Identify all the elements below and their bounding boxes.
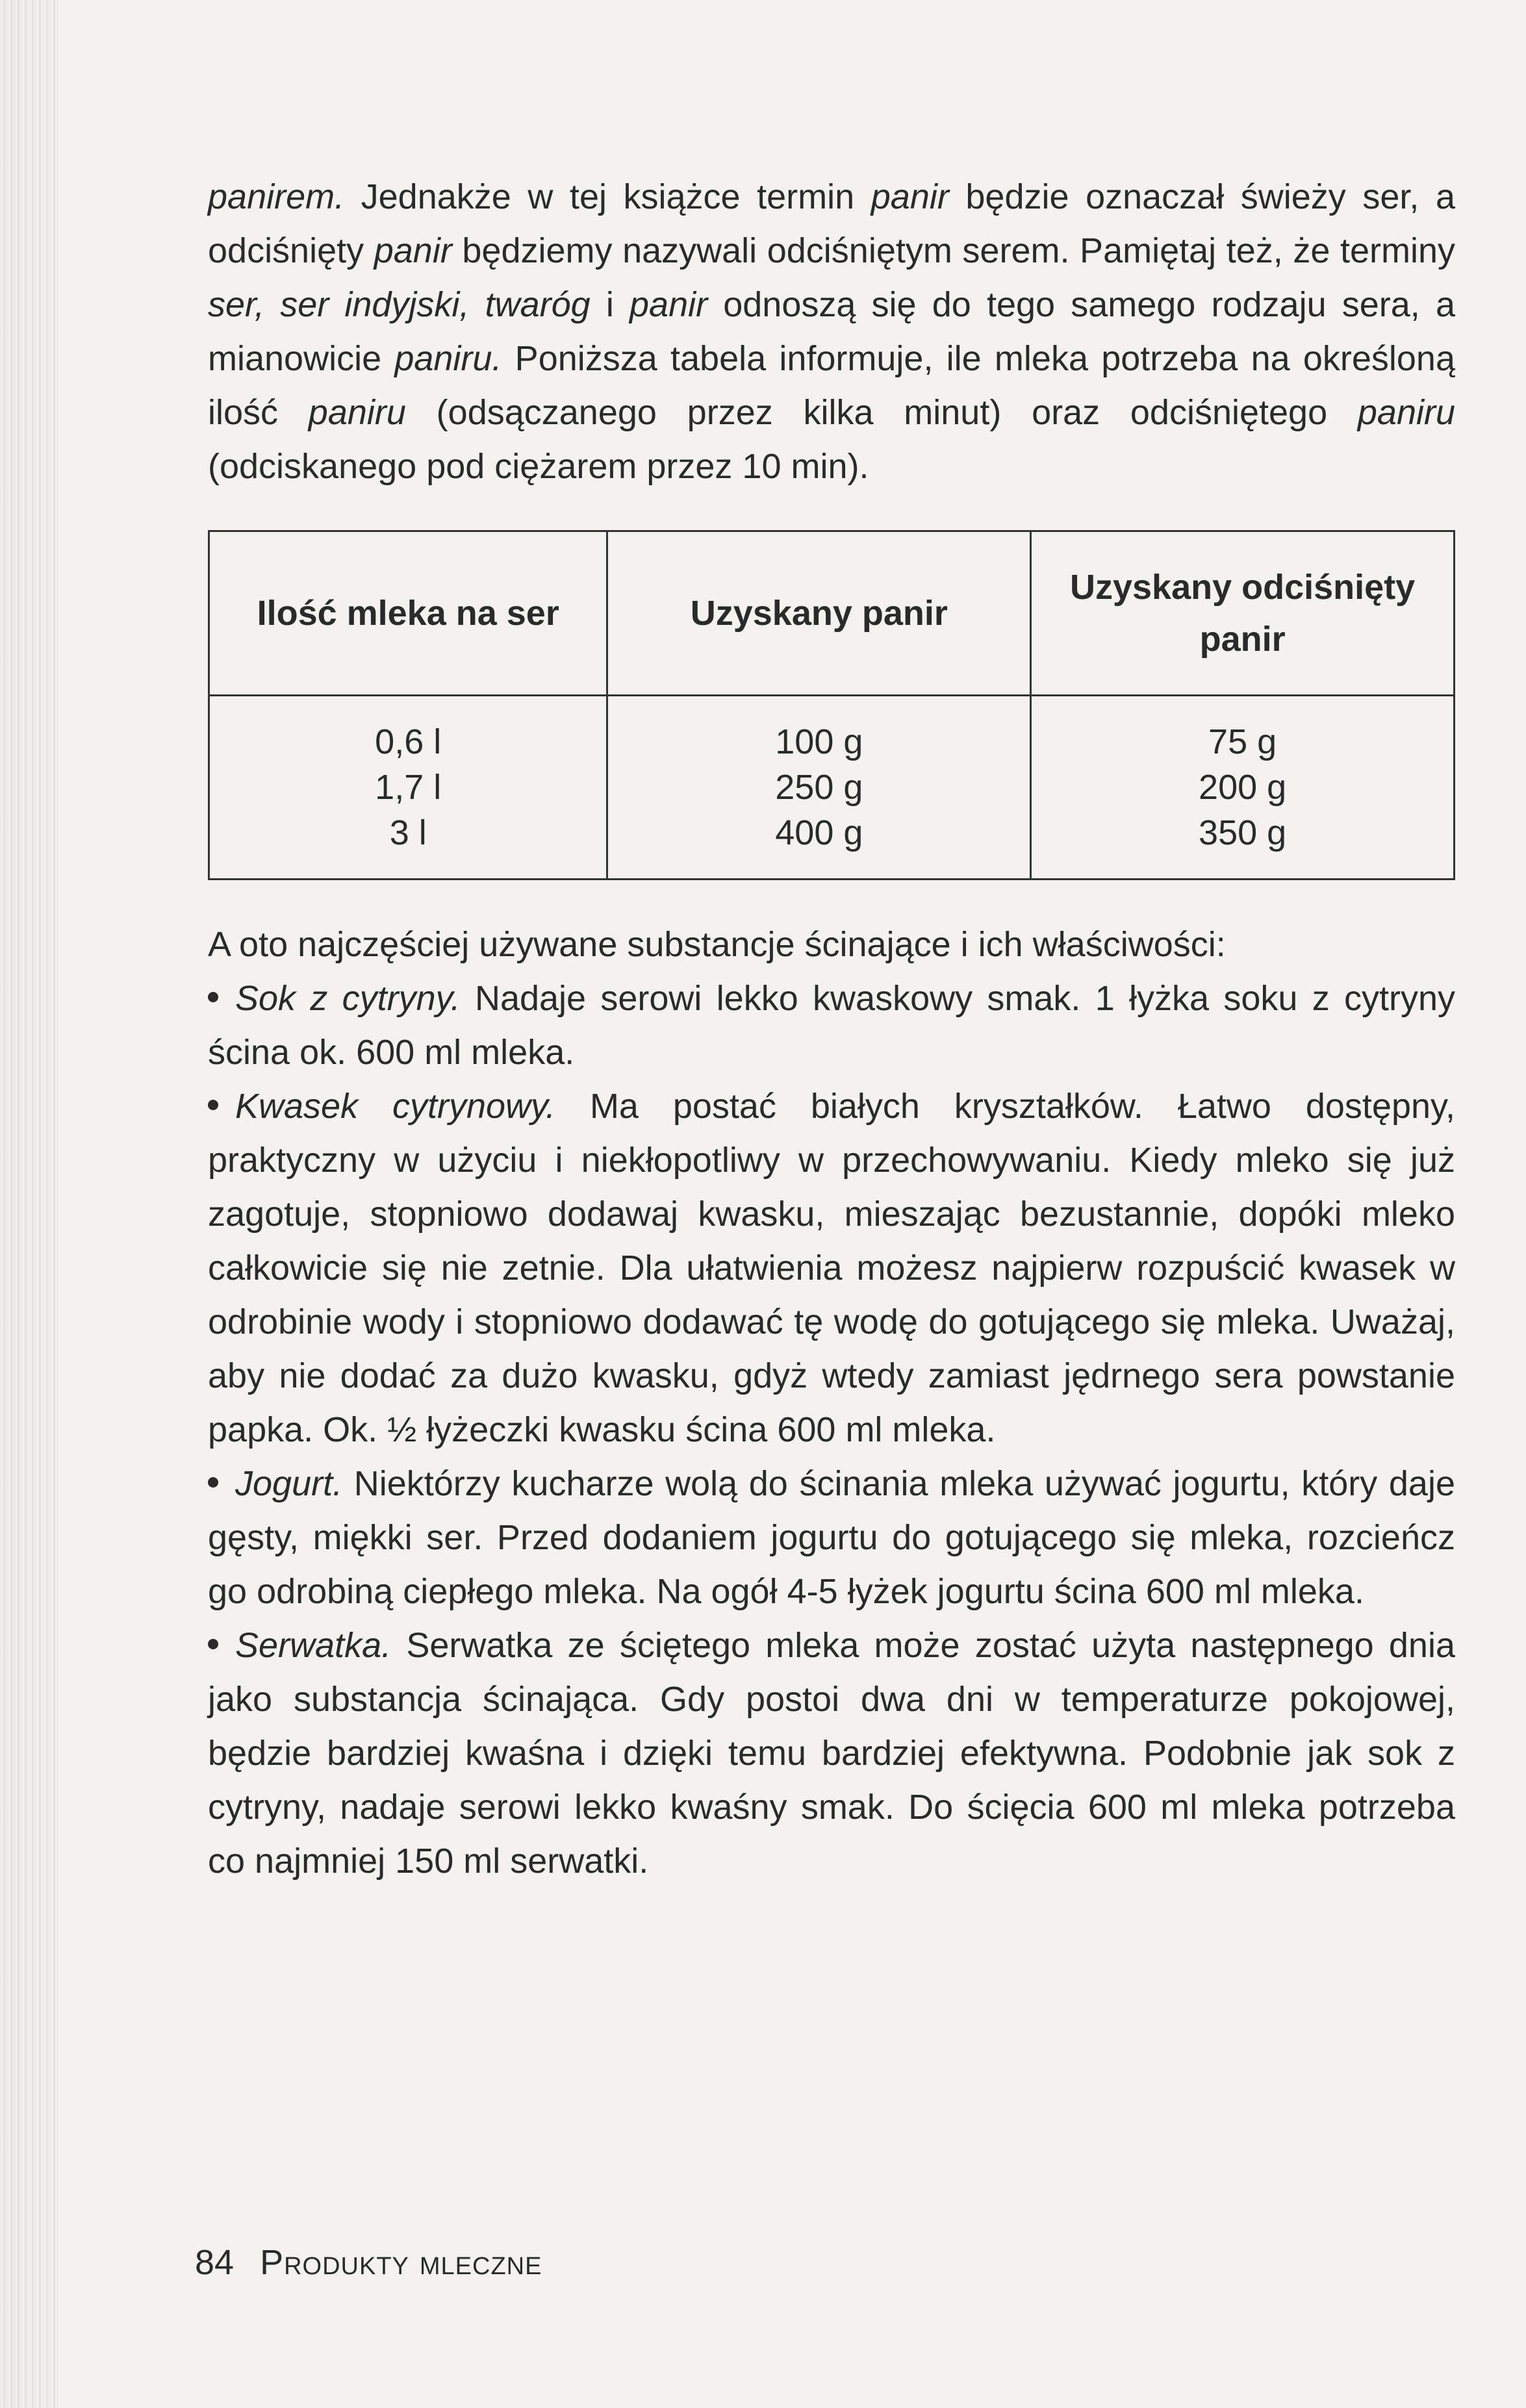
intro-t1: panirem.	[208, 177, 345, 216]
intro-t13: paniru	[308, 393, 406, 432]
bullet-icon	[208, 1639, 218, 1649]
bullet-icon	[208, 1100, 218, 1110]
list-item	[208, 1080, 1455, 1457]
table-row	[209, 696, 1455, 880]
panir-value: 100 g	[775, 722, 863, 761]
item-text: Serwatka ze ściętego mleka może zostać użyta następnego dnia jako substancja ścinająca. Gdy postoi dwa dni w temperaturze pokojowej, będzie bardziej kwaśna i dzięki temu bardziej efektywna. Podobnie jak sok z cytryny, nadaje serowi lekko kwaśny smak. Do ścięcia 600 ml mleka potrzeba co najmniej 150 ml serwatki.	[208, 1626, 1455, 1881]
header-milk: Ilość mleka na ser	[209, 531, 607, 696]
item-title: Serwatka.	[235, 1626, 392, 1665]
bullet-icon	[208, 1477, 218, 1488]
page-number: 84	[195, 2243, 235, 2282]
intro-t6: będziemy nazywali odciśniętym serem. Pamiętaj też, że terminy	[451, 231, 1455, 270]
item-title: Sok z cytryny.	[235, 979, 461, 1018]
panir-yield-table	[208, 530, 1455, 880]
pressed-value: 350 g	[1199, 813, 1287, 852]
intro-t16: (odciskanego pod ciężarem przez 10 min).	[208, 447, 869, 486]
item-title: Jogurt.	[235, 1464, 343, 1503]
pressed-value: 75 g	[1208, 722, 1277, 761]
milk-cell	[209, 696, 607, 880]
milk-value: 0,6 l	[375, 722, 442, 761]
section-title: Produkty mleczne	[260, 2243, 542, 2282]
milk-value: 1,7 l	[375, 768, 442, 807]
intro-t8: i	[590, 285, 629, 324]
intro-t15: paniru	[1357, 393, 1455, 432]
substances-intro: A oto najczęściej używane substancje ścinające i ich właściwości:	[208, 925, 1226, 964]
pressed-value: 200 g	[1199, 768, 1287, 807]
item-text: Ma postać białych kryształków. Łatwo dostępny, praktyczny w użyciu i niekłopotliwy w przechowywaniu. Kiedy mleko się już zagotuje, stopniowo dodawaj kwasku, mieszając bezustannie, dopóki mleko całkowicie się nie zetnie. Dla ułatwienia możesz najpierw rozpuścić kwasek w odrobinie wody i stopniowo dodawać tę wodę do gotującego się mleka. Uważaj, aby nie dodać za dużo kwasku, gdyż wtedy zamiast jędrnego sera powstanie papka. Ok. ½ łyżeczki kwasku ścina 600 ml mleka.	[208, 1087, 1456, 1449]
intro-t14: (odsączanego przez kilka minut) oraz odciśniętego	[405, 393, 1358, 432]
intro-t2: Jednakże w tej książce termin	[344, 177, 871, 216]
item-title: Kwasek cytrynowy.	[235, 1087, 556, 1126]
intro-t11: paniru.	[394, 339, 502, 378]
list-item	[208, 1457, 1455, 1619]
intro-t10: odnoszą się do tego samego rodzaju sera, a mianowicie	[208, 285, 1455, 378]
page-content	[208, 170, 1455, 1888]
item-text: Niektórzy kucharze wolą do ścinania mleka używać jogurtu, który daje gęsty, miękki ser. Przed dodaniem jogurtu do gotującego się mleka, rozcieńcz go odrobiną ciepłego mleka. Na ogół 4-5 łyżek jogurtu ścina 600 ml mleka.	[208, 1464, 1455, 1611]
intro-paragraph	[208, 170, 1455, 494]
panir-value: 250 g	[775, 768, 863, 807]
intro-t7: ser, ser indyjski, twaróg	[208, 285, 591, 324]
pressed-panir-cell	[1031, 696, 1455, 880]
intro-t3: panir	[871, 177, 949, 216]
header-panir: Uzyskany panir	[607, 531, 1031, 696]
intro-t12: Poniższa tabela informuje, ile mleka potrzeba na określoną ilość	[208, 339, 1455, 432]
list-item	[208, 972, 1455, 1080]
table-header-row	[209, 531, 1455, 696]
intro-t9: panir	[629, 285, 708, 324]
panir-cell	[607, 696, 1031, 880]
item-text: Nadaje serowi lekko kwaskowy smak. 1 łyżka soku z cytryny ścina ok. 600 ml mleka.	[208, 979, 1455, 1072]
list-item	[208, 1619, 1455, 1888]
panir-value: 400 g	[775, 813, 863, 852]
intro-t5: panir	[374, 231, 452, 270]
page-footer	[195, 2242, 542, 2283]
milk-value: 3 l	[389, 813, 427, 852]
bullet-icon	[208, 992, 218, 1002]
header-pressed-panir: Uzyskany odciśnięty panir	[1031, 531, 1455, 696]
page-binding-edge	[0, 0, 58, 2408]
intro-t4: będzie oznaczał świeży ser, a odciśnięty	[208, 177, 1455, 270]
